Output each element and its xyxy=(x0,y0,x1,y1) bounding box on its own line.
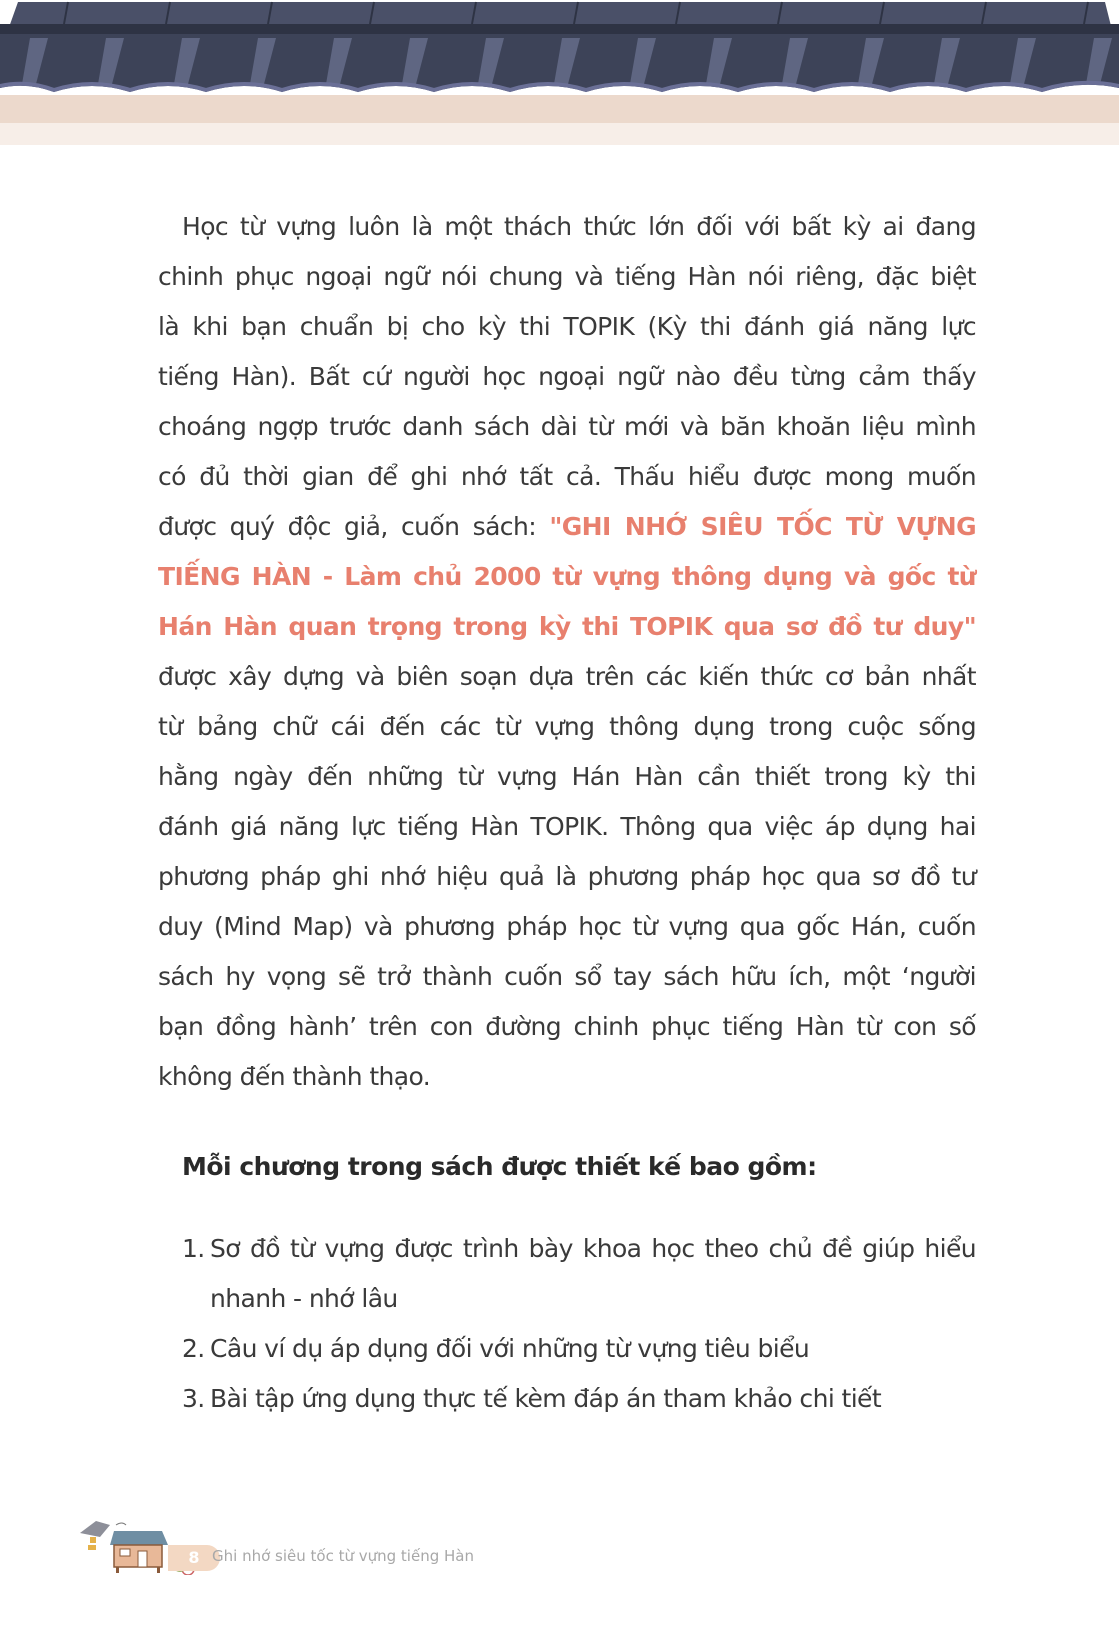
list-number: 1. xyxy=(182,1234,205,1263)
paragraph-line xyxy=(158,652,976,702)
roof-tile-decoration xyxy=(0,0,1119,145)
paragraph-line xyxy=(158,752,976,802)
paragraph-text: Học từ vựng luôn là một thách thức lớn đối với bất kỳ ai đang xyxy=(182,212,976,241)
paragraph-text: có đủ thời gian để ghi nhớ tất cả. Thấu hiểu được mong muốn xyxy=(158,462,976,491)
paragraph-line xyxy=(158,852,976,902)
feature-list xyxy=(182,1224,976,1424)
paragraph-line xyxy=(158,502,976,552)
intro-paragraph xyxy=(158,202,976,1102)
page-number: 8 xyxy=(168,1545,220,1571)
paragraph-line xyxy=(158,352,976,402)
paragraph-line xyxy=(158,952,976,1002)
list-item xyxy=(182,1224,976,1324)
paragraph-line xyxy=(158,552,976,602)
paragraph-line xyxy=(158,452,976,502)
paragraph-text: duy (Mind Map) và phương pháp học từ vựng qua gốc Hán, cuốn xyxy=(158,912,976,941)
paragraph-line xyxy=(158,252,976,302)
list-text: Sơ đồ từ vựng được trình bày khoa học theo chủ đề giúp hiểu nhanh - nhớ lâu xyxy=(210,1234,976,1313)
book-title-highlight: Hán Hàn quan trọng trong kỳ thi TOPIK qua sơ đồ tư duy" xyxy=(158,612,976,641)
list-text: Bài tập ứng dụng thực tế kèm đáp án tham khảo chi tiết xyxy=(210,1384,882,1413)
paragraph-line xyxy=(158,202,976,252)
list-text: Câu ví dụ áp dụng đối với những từ vựng tiêu biểu xyxy=(210,1334,810,1363)
list-item xyxy=(182,1374,976,1424)
page-footer xyxy=(76,1515,576,1575)
paragraph-text: chinh phục ngoại ngữ nói chung và tiếng Hàn nói riêng, đặc biệt xyxy=(158,262,976,291)
paragraph-line xyxy=(158,1002,976,1052)
paragraph-text: choáng ngợp trước danh sách dài từ mới và băn khoăn liệu mình xyxy=(158,412,976,441)
paragraph-text: không đến thành thạo. xyxy=(158,1062,431,1091)
paragraph-line xyxy=(158,702,976,752)
list-number: 3. xyxy=(182,1384,205,1413)
paragraph-text: bạn đồng hành’ trên con đường chinh phục tiếng Hàn từ con số xyxy=(158,1012,976,1041)
list-number: 2. xyxy=(182,1334,205,1363)
book-title-highlight: "GHI NHỚ SIÊU TỐC TỪ VỰNG xyxy=(549,512,976,541)
running-title: Ghi nhớ siêu tốc từ vựng tiếng Hàn xyxy=(212,1547,474,1565)
list-item xyxy=(182,1324,976,1374)
paragraph-text: đánh giá năng lực tiếng Hàn TOPIK. Thông qua việc áp dụng hai xyxy=(158,812,976,841)
section-heading: Mỗi chương trong sách được thiết kế bao gồm: xyxy=(182,1152,817,1181)
paragraph-text: được xây dựng và biên soạn dựa trên các kiến thức cơ bản nhất xyxy=(158,662,976,691)
paragraph-text: là khi bạn chuẩn bị cho kỳ thi TOPIK (Kỳ thi đánh giá năng lực xyxy=(158,312,976,341)
paragraph-line xyxy=(158,602,976,652)
paragraph-text: sách hy vọng sẽ trở thành cuốn sổ tay sách hữu ích, một ‘người xyxy=(158,962,976,991)
paragraph-text: phương pháp ghi nhớ hiệu quả là phương pháp học qua sơ đồ tư xyxy=(158,862,976,891)
paragraph-line xyxy=(158,302,976,352)
paragraph-text: tiếng Hàn). Bất cứ người học ngoại ngữ nào đều từng cảm thấy xyxy=(158,362,976,391)
paragraph-text: hằng ngày đến những từ vựng Hán Hàn cần thiết trong kỳ thi xyxy=(158,762,976,791)
paragraph-text: từ bảng chữ cái đến các từ vựng thông dụng trong cuộc sống xyxy=(158,712,976,741)
paragraph-line xyxy=(158,902,976,952)
paragraph-line xyxy=(158,402,976,452)
paragraph-text: được quý độc giả, cuốn sách: xyxy=(158,512,550,541)
book-title-highlight: TIẾNG HÀN - Làm chủ 2000 từ vựng thông dụng và gốc từ xyxy=(158,562,976,591)
paragraph-line xyxy=(158,1052,976,1102)
paragraph-line xyxy=(158,802,976,852)
